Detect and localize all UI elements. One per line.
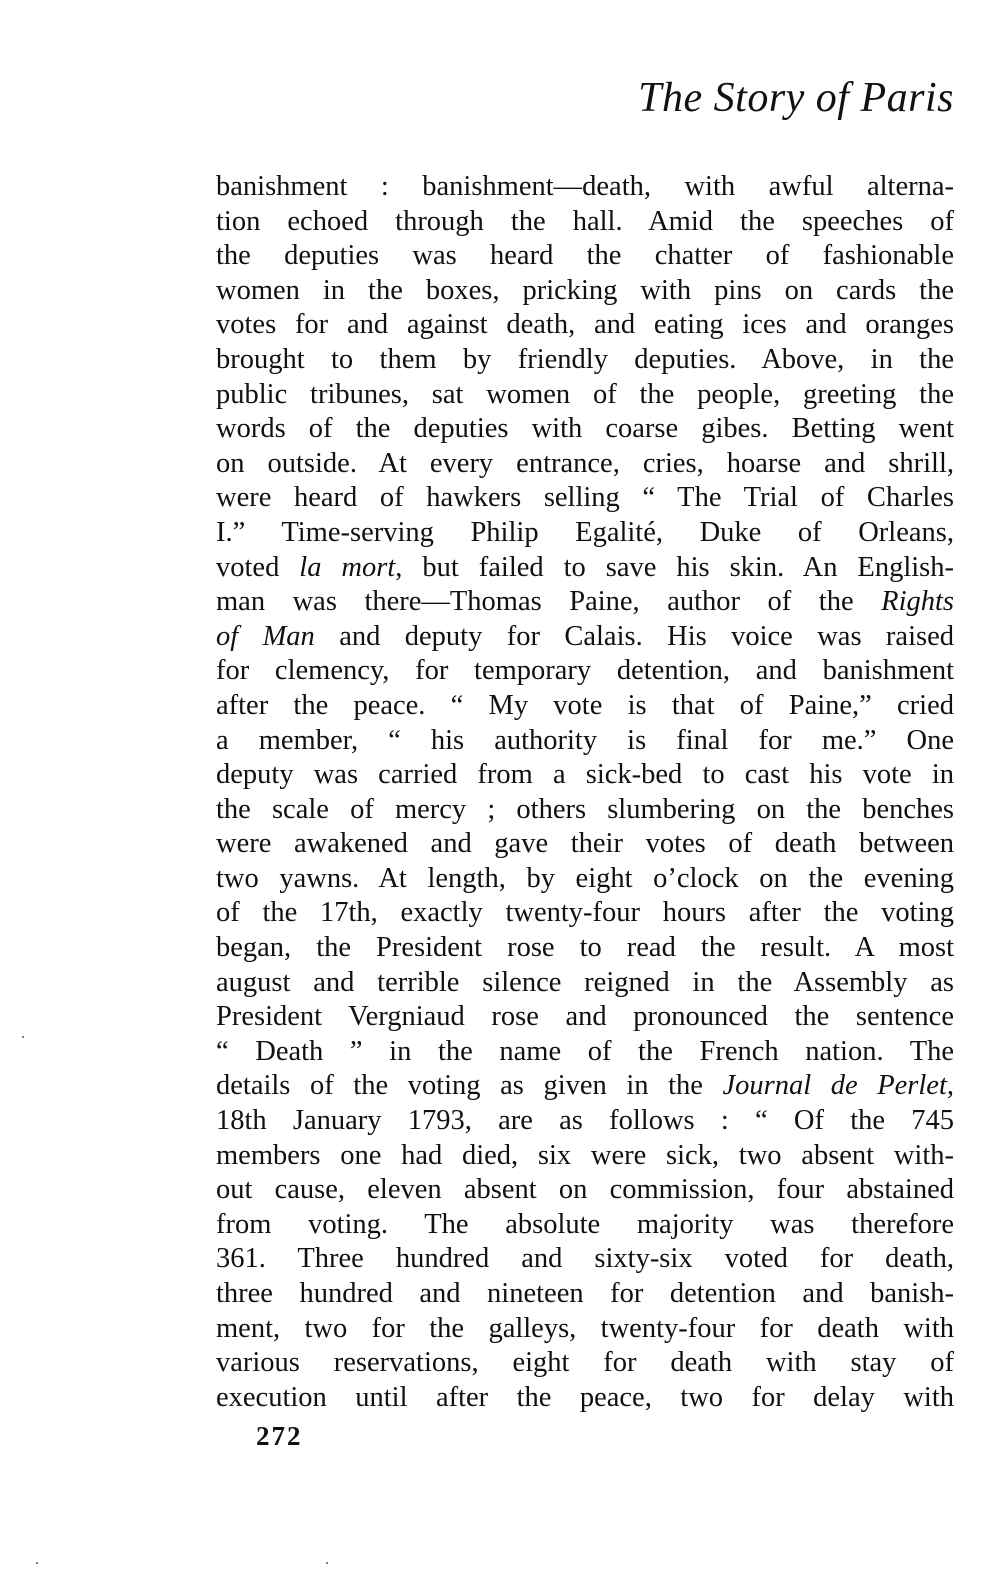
scan-speck — [22, 1036, 24, 1038]
text-line: began, the President rose to read the result. A most — [216, 932, 954, 964]
text-line: august and terrible silence reigned in the Assembly as — [216, 966, 954, 998]
text-line: details of the voting as given in the Journal de Perlet, — [216, 1070, 954, 1102]
body-text — [216, 170, 954, 1415]
text-line: from voting. The absolute majority was therefore — [216, 1208, 954, 1240]
text-line: tion echoed through the hall. Amid the speeches of — [216, 205, 954, 237]
italic-span: Rights — [881, 586, 954, 618]
text-line: were heard of hawkers selling “ The Trial of Charles — [216, 482, 954, 514]
text-line: deputy was carried from a sick-bed to cast his vote in — [216, 759, 954, 791]
text-line: various reservations, eight for death with stay of — [216, 1347, 954, 1379]
text-line: out cause, eleven absent on commission, four abstained — [216, 1174, 954, 1206]
text-line: of Man and deputy for Calais. His voice was raised — [216, 620, 954, 652]
text-line: 361. Three hundred and sixty-six voted for death, — [216, 1243, 954, 1275]
page-number: 272 — [256, 1421, 303, 1451]
italic-span: la mort — [299, 551, 396, 583]
text-line: “ Death ” in the name of the French nation. The — [216, 1035, 954, 1067]
text-line: execution until after the peace, two for delay with — [216, 1381, 954, 1413]
text-line: I.” Time-serving Philip Egalité, Duke of Orleans, — [216, 516, 954, 548]
italic-span: Journal de Perlet — [722, 1070, 947, 1102]
text-line: women in the boxes, pricking with pins on cards the — [216, 274, 954, 306]
text-line: President Vergniaud rose and pronounced the sentence — [216, 1001, 954, 1033]
text-line: public tribunes, sat women of the people, greeting the — [216, 378, 954, 410]
text-line: ment, two for the galleys, twenty-four for death with — [216, 1312, 954, 1344]
text-line: banishment : banishment—death, with awful alterna- — [216, 171, 954, 202]
text-line: two yawns. At length, by eight o’clock on the evening — [216, 862, 954, 894]
text-line: a member, “ his authority is final for me.” One — [216, 724, 954, 756]
text-line: on outside. At every entrance, cries, hoarse and shrill, — [216, 447, 954, 479]
text-line: the scale of mercy ; others slumbering on the benches — [216, 793, 954, 825]
text-line: were awakened and gave their votes of death between — [216, 828, 954, 860]
italic-span: of Man — [216, 620, 315, 652]
scan-speck — [36, 1562, 38, 1564]
text-line: of the 17th, exactly twenty-four hours after the voting — [216, 897, 954, 929]
text-line: voted la mort, but failed to save his skin. An English- — [216, 551, 954, 583]
running-head-title: The Story of Paris — [638, 75, 954, 121]
text-line: the deputies was heard the chatter of fashionable — [216, 240, 954, 272]
text-line: for clemency, for temporary detention, and banishment — [216, 655, 954, 687]
text-line: members one had died, six were sick, two absent with- — [216, 1139, 954, 1171]
text-line: brought to them by friendly deputies. Above, in the — [216, 343, 954, 375]
text-line: votes for and against death, and eating ices and oranges — [216, 309, 954, 341]
text-line: man was there—Thomas Paine, author of the Rights — [216, 586, 954, 618]
scan-speck — [326, 1562, 328, 1564]
text-line: three hundred and nineteen for detention and banish- — [216, 1278, 954, 1309]
text-line: 18th January 1793, are as follows : “ Of the 745 — [216, 1105, 954, 1137]
text-line: words of the deputies with coarse gibes. Betting went — [216, 413, 954, 445]
text-line: after the peace. “ My vote is that of Paine,” cried — [216, 689, 954, 721]
